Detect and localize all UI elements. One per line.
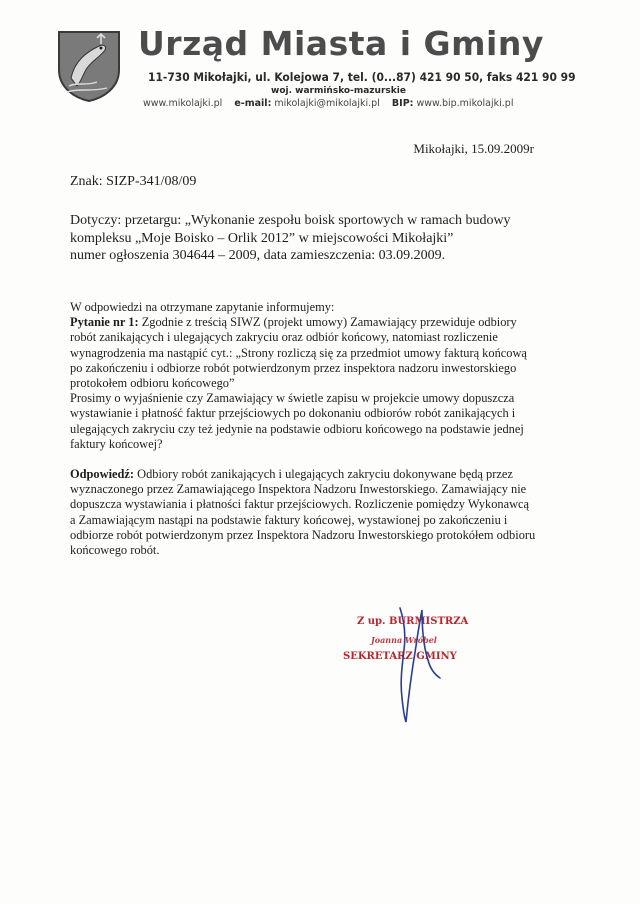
answer-line: wyznaczonego przez Zamawiającego Inspektora Nadzoru Inwestorskiego. Zamawiający nie	[70, 482, 527, 497]
subject-line: numer ogłoszenia 304644 – 2009, data zamieszczenia: 03.09.2009.	[70, 248, 446, 263]
voivodeship: woj. warmińsko-mazurskie	[271, 86, 406, 96]
question-line: po zakończeniu i odbiorze robót potwierdzonym przez inspektora nadzoru inwestorskiego	[70, 360, 517, 375]
question-line: robót zanikających i ulegających zakryciu oraz odbiór końcowy, natomiast rozliczenie	[70, 330, 498, 345]
question-line: protokołem odbioru końcowego”	[70, 376, 235, 391]
question-line: Zgodnie z treścią SIWZ (projekt umowy) Zamawiający przewiduje odbiory	[141, 315, 517, 330]
question-line: ulegających zakryciu czy też jedynie na podstawie odbioru końcowego na podstawie jednej	[70, 421, 524, 436]
contact-line	[143, 98, 513, 109]
answer-line: dopuszcza wystawiania i płatności faktur przejściowych. Rozliczenie pomiędzy Wykonawcą	[70, 497, 530, 512]
letterhead	[0, 0, 640, 125]
letter-body	[70, 300, 590, 558]
question-line: faktury końcowej?	[70, 436, 163, 451]
email-link[interactable]: mikolajki@mikolajki.pl	[274, 98, 380, 109]
subject-line: kompleksu „Moje Boisko – Orlik 2012” w miejscowości Mikołajki”	[70, 230, 454, 246]
website-link[interactable]: www.mikolajki.pl	[143, 98, 223, 109]
answer-line: końcowego robót.	[70, 543, 160, 558]
organization-name: Urząd Miasta i Gminy	[138, 24, 544, 63]
bip-label: BIP:	[391, 98, 414, 109]
stamp-title: SEKRETARZ GMINY	[343, 651, 457, 662]
question-line: Prosimy o wyjaśnienie czy Zamawiający w świetle zapisu w projekcie umowy dopuszcza	[70, 391, 515, 406]
subject-block	[70, 212, 570, 265]
coat-of-arms-icon	[57, 30, 121, 102]
question-label: Pytanie nr 1:	[70, 315, 139, 330]
answer-line: Odbiory robót zanikających i ulegających zakryciu dokonywane będą przez	[137, 467, 513, 482]
answer-paragraph	[70, 467, 590, 482]
stamp-line: Z up. BURMISTRZA	[357, 616, 469, 627]
organization-address: 11-730 Mikołajki, ul. Kolejowa 7, tel. (0...87) 421 90 50, faks 421 90 99	[148, 70, 576, 84]
reference-number: Znak: SIZP-341/08/09	[70, 174, 197, 189]
subject-line: Dotyczy: przetargu: „Wykonanie zespołu boisk sportowych w ramach budowy	[70, 213, 511, 228]
question-paragraph	[70, 315, 590, 330]
question-line: wystawianie i płatność faktur przejściowych po dokonaniu odbiorów robót zanikających i	[70, 406, 516, 421]
letter-date: Mikołajki, 15.09.2009r	[413, 141, 534, 156]
answer-label: Odpowiedź:	[70, 467, 135, 482]
question-line: wynagrodzenia ma nastąpić cyt.: „Strony rozliczą się za przedmiot umowy fakturą końcową	[70, 345, 527, 360]
answer-line: a Zamawiającym nastąpi na podstawie faktury końcowej, wystawionej po zakończeniu i	[70, 512, 508, 527]
stamp-name: Joanna Wróbel	[371, 635, 437, 645]
bip-link[interactable]: www.bip.mikolajki.pl	[416, 98, 514, 109]
intro-text: W odpowiedzi na otrzymane zapytanie informujemy:	[70, 300, 335, 314]
email-label: e-mail:	[234, 98, 272, 109]
handwritten-signature	[330, 590, 510, 730]
answer-line: odbiorze robót potwierdzonym przez Inspektora Nadzoru Inwestorskiego protokółem odbioru	[70, 527, 536, 542]
